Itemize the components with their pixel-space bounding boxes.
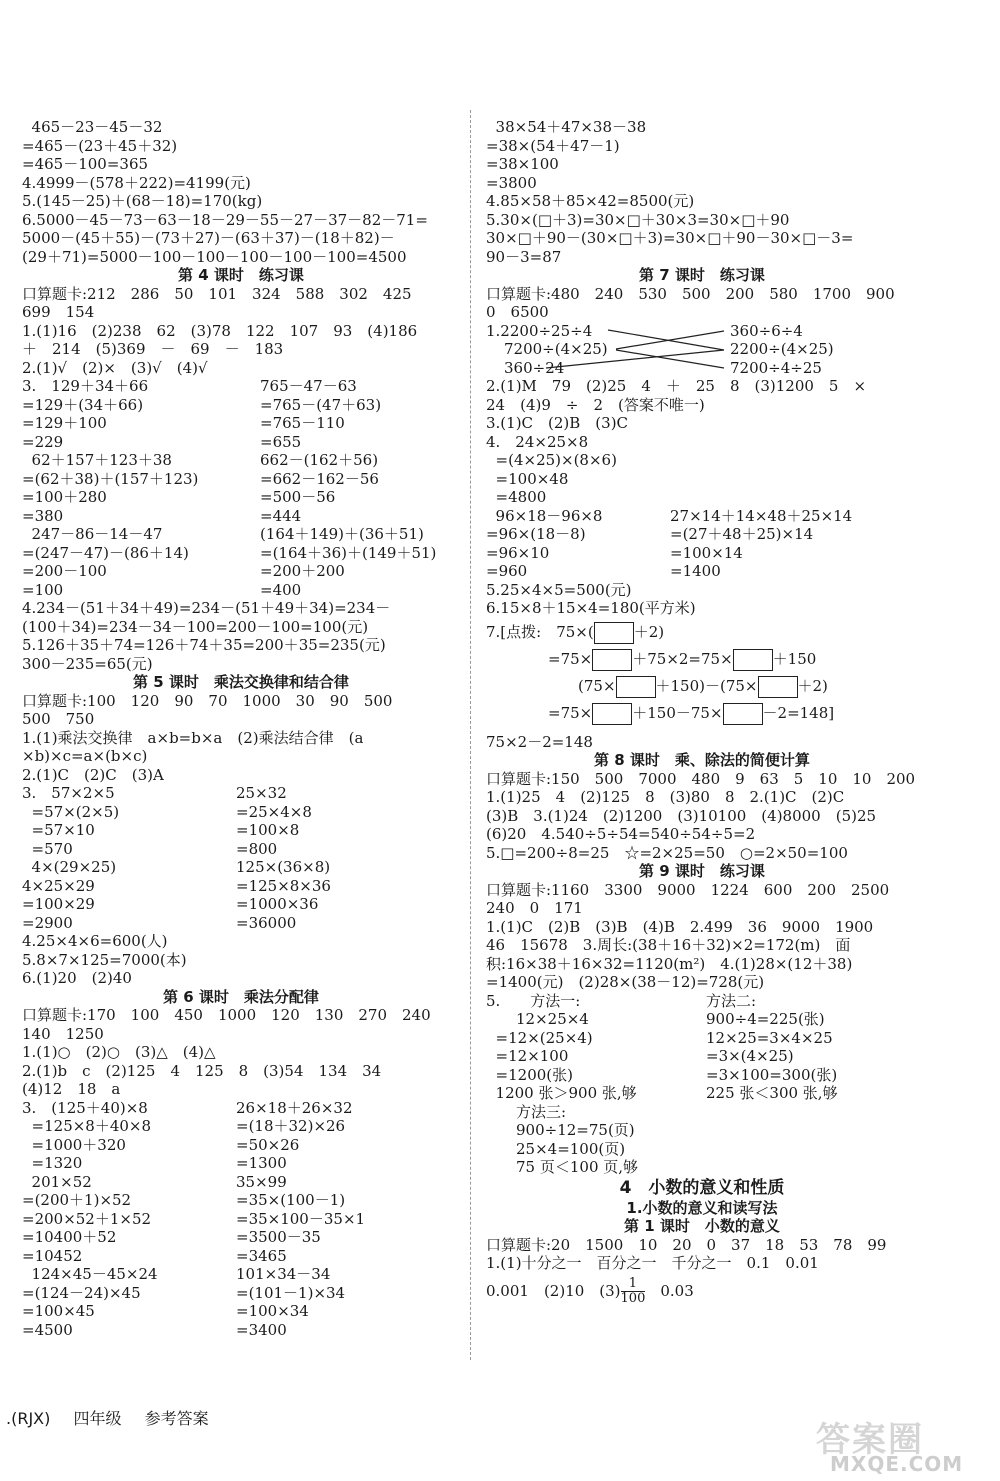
answer-line: 2.(1)√ (2)× (3)√ (4)√ bbox=[22, 358, 208, 377]
calc-row bbox=[22, 1136, 460, 1155]
calc-step-right: =36000 bbox=[236, 913, 297, 932]
answer-line: 5.8×7×125=7000(本) bbox=[22, 950, 187, 969]
calc-step-right: =200＋200 bbox=[260, 562, 345, 580]
calc-step-right: 765－47－63 bbox=[260, 377, 357, 395]
answer-line: 1.(1)25 4 (2)125 8 (3)80 8 2.(1)C (2)C bbox=[486, 788, 845, 806]
answer-line: =4800 bbox=[486, 488, 547, 506]
calc-step-right: 662－(162＋56) bbox=[260, 451, 379, 469]
hint-result: 75×2－2=148 bbox=[486, 732, 593, 751]
calc-step-right: 35×99 bbox=[236, 1172, 287, 1191]
answer-line: 2.(1)C (2)C (3)A bbox=[22, 765, 164, 784]
answer-line: (100＋34)=234－34－100=200－100=100(元) bbox=[22, 617, 369, 636]
calc-row bbox=[486, 562, 918, 581]
match-right-2: 2200÷(4×25) bbox=[730, 340, 834, 358]
calc-row bbox=[22, 1099, 460, 1118]
answer-line: 25×4=100(页) bbox=[486, 1139, 626, 1158]
section-heading-lesson9: 第 9 课时 练习课 bbox=[639, 862, 765, 880]
section-heading-lesson8: 第 8 课时 乘、除法的简便计算 bbox=[594, 751, 810, 769]
answer-line: ×b)×c=a×(b×c) bbox=[22, 747, 148, 765]
fraction: $\frac{1}{100}$ bbox=[620, 1276, 646, 1306]
calc-step-right: =662－162－56 bbox=[260, 469, 379, 488]
match-right-1: 360÷6÷4 bbox=[730, 321, 803, 340]
blank-box bbox=[758, 676, 798, 698]
page-footer bbox=[6, 1406, 227, 1429]
section-heading-lesson5: 第 5 课时 乘法交换律和结合律 bbox=[133, 673, 349, 691]
calc-step-left: =57×(2×5) bbox=[22, 802, 120, 821]
column-divider bbox=[470, 110, 471, 1360]
answer-line: 口算题卡:150 500 7000 480 9 63 5 10 10 200 bbox=[486, 769, 916, 788]
calc-step-left: =129＋100 bbox=[22, 414, 107, 432]
answer-line: 240 0 171 bbox=[486, 899, 583, 917]
answer-line: =1400(元) (2)28×(38－12)=728(元) bbox=[486, 973, 765, 991]
answer-line: 6.5000－45－73－63－18－29－55－27－37－82－71= bbox=[22, 210, 428, 229]
calc-step-right: =500－56 bbox=[260, 488, 336, 506]
calc-step-left: 201×52 bbox=[22, 1172, 92, 1191]
answer-key-label: 参考答案 bbox=[144, 1409, 209, 1428]
calc-step-left: =4500 bbox=[22, 1320, 73, 1339]
calc-row bbox=[22, 396, 460, 415]
answer-line: 46 15678 3.周长:(38＋16＋32)×2=172(m) 面 bbox=[486, 936, 851, 954]
watermark-url: MXQE.COM bbox=[830, 1452, 964, 1476]
answer-line: 口算题卡:212 286 50 101 324 588 302 425 bbox=[22, 284, 412, 303]
calc-step-left: 5. 方法一: bbox=[486, 991, 581, 1010]
calc-step-right: 900÷4=225(张) bbox=[706, 1010, 825, 1028]
calc-step-right: =(164＋36)＋(149＋51) bbox=[260, 543, 437, 562]
calc-step-right: =1300 bbox=[236, 1154, 287, 1172]
right-top-block bbox=[486, 118, 918, 266]
calc-step-left: =1200(张) bbox=[486, 1065, 573, 1084]
calc-step-left: 96×18－96×8 bbox=[486, 506, 603, 525]
answer-line: =465－100=365 bbox=[22, 155, 149, 173]
lesson7-lines bbox=[486, 285, 918, 322]
answer-line: 口算题卡:170 100 450 1000 120 130 270 240 bbox=[22, 1006, 431, 1024]
calc-step-right: =800 bbox=[236, 839, 278, 858]
calc-row bbox=[22, 1228, 460, 1247]
lesson4-calc-pairs bbox=[22, 377, 460, 599]
calc-step-left: 12×25×4 bbox=[486, 1010, 589, 1028]
section-heading-lesson6: 第 6 课时 乘法分配律 bbox=[163, 987, 319, 1006]
calc-row bbox=[486, 525, 918, 544]
calc-row bbox=[22, 470, 460, 489]
blank-box bbox=[616, 676, 656, 698]
calc-row bbox=[22, 451, 460, 470]
answer-line: (29＋71)=5000－100－100－100－100－100=4500 bbox=[22, 247, 407, 266]
calc-step-right: =35×100－35×1 bbox=[236, 1209, 366, 1228]
calc-row bbox=[22, 581, 460, 600]
lesson7-lines-c bbox=[486, 581, 918, 618]
match-right-3: 7200÷4÷25 bbox=[730, 358, 822, 377]
calc-step-left: =100＋280 bbox=[22, 488, 107, 506]
calc-step-left: =1000＋320 bbox=[22, 1135, 126, 1154]
calc-step-left: =10452 bbox=[22, 1246, 83, 1265]
calc-step-right: 225 张＜300 张,够 bbox=[706, 1084, 838, 1102]
calc-step-left: 3. 57×2×5 bbox=[22, 784, 115, 802]
calc-step-left: =12×100 bbox=[486, 1047, 569, 1065]
calc-step-right: 27×14＋14×48＋25×14 bbox=[670, 506, 853, 525]
calc-step-right: =25×4×8 bbox=[236, 802, 312, 821]
answer-line: 900÷12=75(页) bbox=[486, 1121, 635, 1139]
calc-step-right: =400 bbox=[260, 580, 302, 599]
calc-step-left: 124×45－45×24 bbox=[22, 1265, 158, 1283]
calc-step-right: =100×14 bbox=[670, 543, 743, 562]
calc-row bbox=[22, 1302, 460, 1321]
grade-label: 四年级 bbox=[73, 1409, 122, 1428]
calc-row bbox=[22, 544, 460, 563]
calc-row bbox=[486, 1084, 918, 1103]
calc-step-left: =100×45 bbox=[22, 1302, 95, 1320]
calc-step-right: =3500－35 bbox=[236, 1228, 321, 1246]
answer-line: 90－3=87 bbox=[486, 247, 562, 266]
calc-step-left: =100 bbox=[22, 580, 64, 599]
answer-line: 0 6500 bbox=[486, 303, 549, 321]
calc-step-right: =35×(100－1) bbox=[236, 1191, 346, 1209]
answer-line: 4.85×58＋85×42=8500(元) bbox=[486, 192, 695, 210]
answer-line: 38×54＋47×38－38 bbox=[486, 118, 647, 136]
calc-row bbox=[22, 1154, 460, 1173]
answer-line: 140 1250 bbox=[22, 1024, 104, 1043]
hint-line-1: 7.[点拨: 75×( ＋2) bbox=[486, 620, 664, 644]
calc-step-right: 25×32 bbox=[236, 784, 287, 802]
calc-step-left: 247－86－14－47 bbox=[22, 525, 163, 543]
calc-step-right: =3400 bbox=[236, 1320, 287, 1339]
answer-line: 300－235=65(元) bbox=[22, 654, 153, 673]
calc-step-right: =3×100=300(张) bbox=[706, 1065, 838, 1084]
calc-step-left: 1200 张＞900 张,够 bbox=[486, 1084, 637, 1102]
calc-step-left: =1320 bbox=[22, 1154, 83, 1172]
calc-step-left: 3. 129＋34＋66 bbox=[22, 377, 149, 395]
calc-row bbox=[22, 1117, 460, 1136]
lesson5-tail bbox=[22, 932, 460, 988]
answer-line: 方法三: bbox=[486, 1102, 567, 1121]
calc-step-right: =125×8×36 bbox=[236, 876, 331, 895]
lesson7-calc-pairs bbox=[486, 507, 918, 581]
calc-step-right: 12×25=3×4×25 bbox=[706, 1028, 833, 1047]
answer-line: 5.(145－25)＋(68－18)=170(kg) bbox=[22, 192, 263, 210]
answer-line: ＋ 214 (5)369 － 69 － 183 bbox=[22, 340, 284, 358]
calc-row bbox=[486, 1066, 918, 1085]
watermark-logo bbox=[810, 1412, 990, 1478]
match-left-1: 1.2200÷25÷4 bbox=[486, 321, 593, 340]
calc-row bbox=[22, 507, 460, 526]
left-column bbox=[22, 118, 460, 1339]
calc-step-right: =765－110 bbox=[260, 414, 345, 432]
answer-line: 465－23－45－32 bbox=[22, 118, 163, 136]
answer-line: (4)12 18 a bbox=[22, 1080, 121, 1098]
calc-step-left: 4×25×29 bbox=[22, 876, 95, 895]
answer-line: =3800 bbox=[486, 173, 537, 192]
watermark-glyphs: 答案圈 bbox=[816, 1420, 924, 1460]
calc-step-left: =200×52＋1×52 bbox=[22, 1209, 152, 1228]
lesson4-lines bbox=[22, 285, 460, 378]
calc-row bbox=[22, 562, 460, 581]
calc-step-left: =(200＋1)×52 bbox=[22, 1191, 132, 1209]
calc-step-left: =570 bbox=[22, 839, 73, 858]
calc-step-right: =100×34 bbox=[236, 1302, 309, 1320]
lesson9-lines bbox=[486, 881, 918, 992]
chapter-heading: 4 小数的意义和性质 bbox=[619, 1177, 785, 1198]
edition-code: .(RJX) bbox=[6, 1409, 51, 1428]
lesson8-lines bbox=[486, 770, 918, 863]
calc-step-left: 4×(29×25) bbox=[22, 858, 117, 876]
left-top-block bbox=[22, 118, 460, 266]
blank-box bbox=[592, 649, 632, 671]
answer-line: 4. 24×25×8 bbox=[486, 432, 589, 451]
lesson7-lines-b bbox=[486, 377, 918, 507]
answer-line: 4.4999－(578＋222)=4199(元) bbox=[22, 173, 251, 192]
calc-step-right: =50×26 bbox=[236, 1135, 300, 1154]
answer-line: 5000－(45＋55)－(73＋27)－(63＋37)－(18＋82)－ bbox=[22, 229, 395, 247]
decimal-lesson1-lines bbox=[486, 1236, 918, 1273]
lesson4-tail bbox=[22, 599, 460, 673]
chapter-subheading: 1.小数的意义和读写法 bbox=[626, 1198, 778, 1217]
calc-step-left: =200－100 bbox=[22, 562, 107, 580]
match-left-3: 360÷24 bbox=[504, 358, 565, 377]
calc-step-left: =(247－47)－(86＋14) bbox=[22, 543, 189, 562]
calc-step-left: =960 bbox=[486, 562, 528, 580]
calc-step-right: =444 bbox=[260, 506, 302, 525]
calc-row bbox=[486, 507, 918, 526]
answer-line: =(4×25)×(8×6) bbox=[486, 451, 617, 469]
calc-step-left: =229 bbox=[22, 432, 64, 451]
last-answer-line: 0.001 (2)10 (3) $\frac{1}{100}$ 0.03 bbox=[486, 1276, 694, 1306]
calc-step-left: =129＋(34＋66) bbox=[22, 395, 144, 414]
calc-row bbox=[22, 488, 460, 507]
section-heading-lesson4: 第 4 课时 练习课 bbox=[178, 266, 304, 284]
calc-step-right: =(101－1)×34 bbox=[236, 1283, 346, 1302]
calc-step-right: =3×(4×25) bbox=[706, 1047, 794, 1065]
answer-line: 30×□＋90－(30×□＋3)=30×□＋90－30×□－3= bbox=[486, 229, 854, 247]
calc-row bbox=[22, 1173, 460, 1192]
blank-box bbox=[733, 649, 773, 671]
answer-line: 75 页＜100 页,够 bbox=[486, 1158, 639, 1176]
calc-step-left: =10400＋52 bbox=[22, 1228, 117, 1246]
calc-step-left: =125×8＋40×8 bbox=[22, 1117, 152, 1135]
calc-step-right: =1400 bbox=[670, 562, 721, 580]
lesson9-calc-pairs bbox=[486, 992, 918, 1103]
hint-line-4: =75× ＋150－75× －2=148] bbox=[548, 701, 834, 725]
calc-row bbox=[486, 992, 918, 1011]
calc-row bbox=[22, 414, 460, 433]
section-heading-lesson7: 第 7 课时 练习课 bbox=[639, 266, 765, 284]
calc-row bbox=[22, 840, 460, 859]
blank-box bbox=[592, 703, 632, 725]
answer-line: (6)20 4.540÷5÷54=540÷54÷5=2 bbox=[486, 825, 756, 843]
answer-line: 口算题卡:20 1500 10 20 0 37 18 53 78 99 bbox=[486, 1235, 887, 1254]
answer-line: =38×(54＋47－1) bbox=[486, 136, 620, 155]
calc-step-left: =(124－24)×45 bbox=[22, 1283, 141, 1302]
blank-box bbox=[594, 622, 634, 644]
answer-line: 6.(1)20 (2)40 bbox=[22, 969, 132, 987]
hint-block bbox=[486, 618, 918, 733]
calc-row bbox=[22, 821, 460, 840]
calc-step-left: =380 bbox=[22, 506, 64, 525]
calc-row bbox=[22, 1247, 460, 1266]
calc-row bbox=[22, 1265, 460, 1284]
blank-box bbox=[723, 703, 763, 725]
calc-step-left: =96×10 bbox=[486, 543, 550, 562]
calc-row bbox=[486, 1010, 918, 1029]
calc-row bbox=[22, 1284, 460, 1303]
answer-line: 口算题卡:1160 3300 9000 1224 600 200 2500 bbox=[486, 880, 890, 899]
matching-exercise bbox=[486, 322, 918, 378]
calc-step-left: =96×(18－8) bbox=[486, 525, 586, 543]
calc-step-left: 62＋157＋123＋38 bbox=[22, 451, 172, 469]
lesson6-calc-pairs bbox=[22, 1099, 460, 1340]
answer-line: 5.25×4×5=500(元) bbox=[486, 580, 632, 599]
answer-line: 5.30×(□＋3)=30×□＋30×3=30×□＋90 bbox=[486, 210, 790, 229]
calc-row bbox=[22, 858, 460, 877]
calc-row bbox=[22, 1210, 460, 1229]
calc-row bbox=[22, 1321, 460, 1340]
calc-step-left: 3. (125＋40)×8 bbox=[22, 1098, 148, 1117]
calc-step-right: =3465 bbox=[236, 1246, 287, 1265]
answer-line: 口算题卡:480 240 530 500 200 580 1700 900 bbox=[486, 284, 895, 303]
lesson5-lines bbox=[22, 692, 460, 785]
lesson9-tail bbox=[486, 1103, 918, 1177]
section-heading-decimal-lesson1: 第 1 课时 小数的意义 bbox=[624, 1217, 780, 1235]
calc-step-left: =(62＋38)＋(157＋123) bbox=[22, 469, 199, 488]
answer-line: 4.234－(51＋34＋49)=234－(51＋49＋34)=234－ bbox=[22, 599, 391, 617]
calc-step-right: 125×(36×8) bbox=[236, 858, 331, 876]
calc-step-right: =(27＋48＋25)×14 bbox=[670, 525, 814, 543]
calc-step-left: =2900 bbox=[22, 913, 73, 932]
calc-step-right: 方法二: bbox=[706, 991, 757, 1010]
answer-line: =465－(23＋45＋32) bbox=[22, 136, 178, 155]
hint-line-2: =75× ＋75×2=75× ＋150 bbox=[548, 647, 816, 671]
answer-line: 1.(1)16 (2)238 62 (3)78 122 107 93 (4)186 bbox=[22, 321, 418, 340]
answer-line: 1.(1)○ (2)○ (3)△ (4)△ bbox=[22, 1043, 216, 1061]
answer-line: 2.(1)b c (2)125 4 125 8 (3)54 134 34 bbox=[22, 1061, 382, 1080]
calc-row bbox=[486, 1047, 918, 1066]
calc-row bbox=[486, 1029, 918, 1048]
answer-line: 2.(1)M 79 (2)25 4 ＋ 25 8 (3)1200 5 × bbox=[486, 377, 867, 395]
answer-line: 3.(1)C (2)B (3)C bbox=[486, 414, 629, 432]
calc-row bbox=[22, 433, 460, 452]
hint-line-3: (75× ＋150)－(75× ＋2) bbox=[578, 674, 828, 698]
answer-line: 5.□=200÷8=25 ☆=2×25=50 ○=2×50=100 bbox=[486, 843, 848, 862]
calc-row bbox=[22, 877, 460, 896]
answer-line: 1.(1)乘法交换律 a×b=b×a (2)乘法结合律 (a bbox=[22, 728, 364, 747]
calc-step-left: =100×29 bbox=[22, 895, 95, 913]
answer-line: 699 154 bbox=[22, 303, 95, 321]
answer-line: 1.(1)C (2)B (3)B (4)B 2.499 36 9000 1900 bbox=[486, 917, 874, 936]
calc-row bbox=[22, 914, 460, 933]
match-left-2: 7200÷(4×25) bbox=[504, 340, 608, 358]
answer-line: 500 750 bbox=[22, 710, 95, 728]
calc-step-right: =765－(47＋63) bbox=[260, 395, 382, 414]
answer-line: (3)B 3.(1)24 (2)1200 (3)10100 (4)8000 (5)25 bbox=[486, 806, 877, 825]
lesson5-calc-pairs bbox=[22, 784, 460, 932]
calc-row bbox=[22, 895, 460, 914]
calc-step-right: 26×18＋26×32 bbox=[236, 1098, 353, 1117]
calc-row bbox=[22, 784, 460, 803]
answer-line: 5.126＋35＋74=126＋74＋35=200＋35=235(元) bbox=[22, 636, 386, 654]
calc-row bbox=[22, 1191, 460, 1210]
answer-line: 1.(1)十分之一 百分之一 千分之一 0.1 0.01 bbox=[486, 1254, 819, 1272]
calc-row bbox=[22, 377, 460, 396]
calc-row bbox=[22, 525, 460, 544]
lesson6-lines bbox=[22, 1006, 460, 1099]
calc-step-left: =57×10 bbox=[22, 821, 95, 839]
calc-step-right: =1000×36 bbox=[236, 895, 319, 913]
answer-line: =38×100 bbox=[486, 155, 559, 173]
calc-step-right: (164＋149)＋(36＋51) bbox=[260, 525, 424, 543]
answer-line: 4.25×4×6=600(人) bbox=[22, 932, 168, 950]
calc-step-right: =655 bbox=[260, 432, 302, 451]
answer-line: 24 (4)9 ÷ 2 (答案不唯一) bbox=[486, 395, 705, 414]
answer-line: 积:16×38＋16×32=1120(m²) 4.(1)28×(12＋38) bbox=[486, 954, 853, 973]
calc-step-right: =100×8 bbox=[236, 821, 300, 839]
calc-step-left: =12×(25×4) bbox=[486, 1028, 593, 1047]
answer-line: =100×48 bbox=[486, 469, 569, 488]
calc-step-right: =(18＋32)×26 bbox=[236, 1117, 346, 1135]
calc-row bbox=[22, 803, 460, 822]
calc-row bbox=[486, 544, 918, 563]
right-column bbox=[486, 118, 918, 1309]
answer-line: 口算题卡:100 120 90 70 1000 30 90 500 bbox=[22, 691, 393, 710]
calc-step-right: 101×34－34 bbox=[236, 1265, 331, 1283]
answer-line: 6.15×8＋15×4=180(平方米) bbox=[486, 599, 696, 617]
